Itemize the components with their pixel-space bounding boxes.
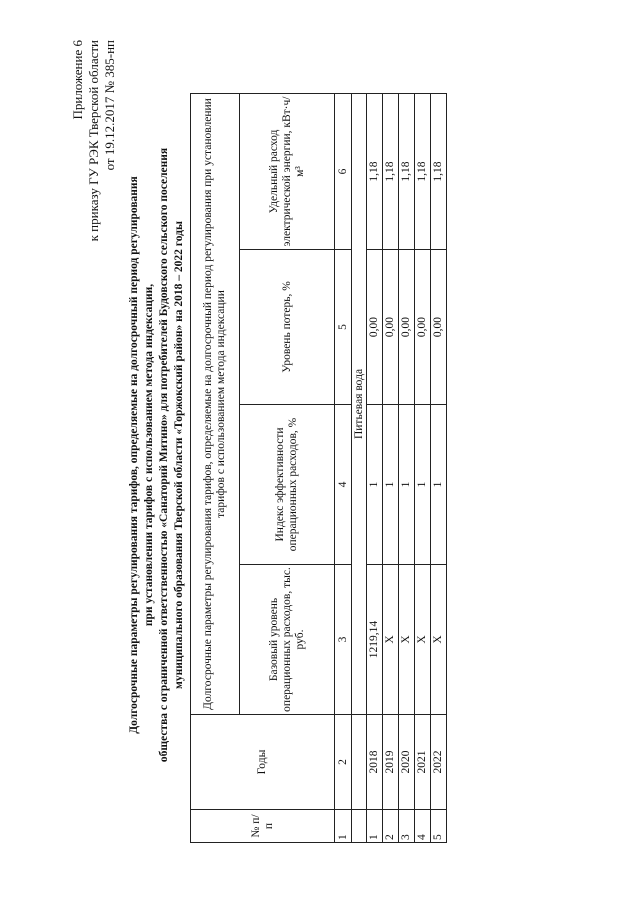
appendix-date: от 19.12.2017 № 385-нп <box>102 40 117 171</box>
title-line-1: Долгосрочные параметры регулирования тарифов, определяемые на долгосрочный период регулирования <box>128 176 140 734</box>
header-years: Годы <box>191 715 335 810</box>
section-title: Питьевая вода <box>352 93 367 714</box>
row-energy: 1,18 <box>383 93 399 249</box>
table-row <box>367 93 383 842</box>
column-index-row <box>335 93 352 842</box>
row-year: 2018 <box>367 715 383 810</box>
header-energy: Удельный расход электрической энергии, кВт·ч/м³ <box>240 93 335 249</box>
row-number: 2 <box>383 810 399 843</box>
header-losses: Уровень потерь, % <box>240 250 335 405</box>
title-line-3: общества с ограниченной ответственностью «Санаторий Митино» для потребителей Будовского сельского поселения <box>158 147 170 763</box>
row-year: 2019 <box>383 715 399 810</box>
appendix-number: Приложение 6 <box>70 40 85 120</box>
section-row <box>352 93 367 842</box>
row-energy: 1,18 <box>399 93 415 249</box>
row-energy: 1,18 <box>367 93 383 249</box>
row-base-cost: X <box>399 565 415 715</box>
tariff-parameters-table <box>190 93 447 843</box>
header-num: № п/п <box>191 810 335 843</box>
column-index: 2 <box>335 715 352 810</box>
row-efficiency: 1 <box>415 405 431 565</box>
column-index: 1 <box>335 810 352 843</box>
section-spacer <box>352 715 367 810</box>
header-efficiency: Индекс эффективности операционных расходов, % <box>240 405 335 565</box>
row-losses: 0,00 <box>383 250 399 405</box>
table-row <box>431 93 447 842</box>
appendix-block <box>70 40 118 460</box>
row-base-cost: X <box>431 565 447 715</box>
document-title <box>127 145 187 765</box>
column-index: 6 <box>335 93 352 249</box>
header-row-1 <box>191 93 240 842</box>
row-base-cost: X <box>415 565 431 715</box>
row-losses: 0,00 <box>367 250 383 405</box>
row-losses: 0,00 <box>399 250 415 405</box>
row-efficiency: 1 <box>367 405 383 565</box>
row-losses: 0,00 <box>415 250 431 405</box>
row-number: 5 <box>431 810 447 843</box>
row-energy: 1,18 <box>431 93 447 249</box>
appendix-order: к приказу ГУ РЭК Тверской области <box>86 40 101 242</box>
row-number: 3 <box>399 810 415 843</box>
table-row <box>399 93 415 842</box>
column-index: 4 <box>335 405 352 565</box>
row-year: 2022 <box>431 715 447 810</box>
section-spacer <box>352 810 367 843</box>
row-year: 2020 <box>399 715 415 810</box>
row-base-cost: X <box>383 565 399 715</box>
row-efficiency: 1 <box>399 405 415 565</box>
table-row <box>383 93 399 842</box>
row-efficiency: 1 <box>431 405 447 565</box>
row-year: 2021 <box>415 715 431 810</box>
row-number: 4 <box>415 810 431 843</box>
row-number: 1 <box>367 810 383 843</box>
row-energy: 1,18 <box>415 93 431 249</box>
column-index: 5 <box>335 250 352 405</box>
header-base-cost: Базовый уровень операционных расходов, тыс. руб. <box>240 565 335 715</box>
row-losses: 0,00 <box>431 250 447 405</box>
row-base-cost: 1219,14 <box>367 565 383 715</box>
title-line-4: муниципального образования Тверской области «Торжокский район» на 2018 – 2022 годы <box>173 221 185 689</box>
column-index: 3 <box>335 565 352 715</box>
header-group: Долгосрочные параметры регулирования тарифов, определяемые на долгосрочный период регулирования при установлении тарифов с использованием метода индексации <box>191 93 240 714</box>
title-line-2: при установлении тарифов с использованием метода индексации, <box>143 283 155 627</box>
table-row <box>415 93 431 842</box>
row-efficiency: 1 <box>383 405 399 565</box>
